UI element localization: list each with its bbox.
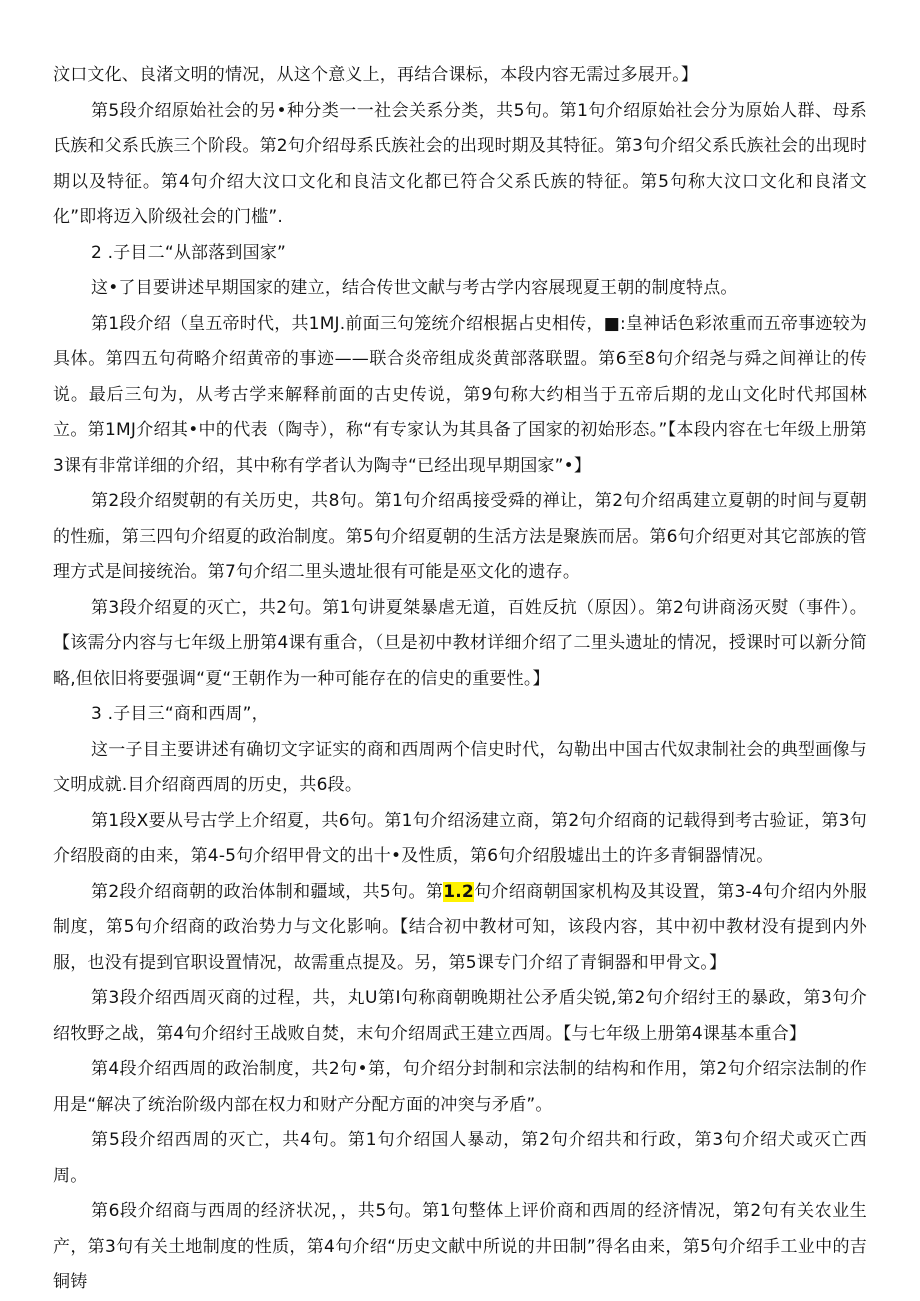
paragraph-economy: 第6段介绍商与西周的经济状况，，共5句。第1句整体上评价商和西周的经济情况，第2句有关农业生产，第3句有关土地制度的性质，第4句介绍“历史文献中所说的井田制”得名由来，第5句介绍手工业中的吉铜铸 — [53, 1201, 867, 1292]
paragraph-intro-3: 这一子目主要讲述有确切文字证实的商和西周两个信史时代，勾勒出中国古代奴隶制社会的典型画像与文明成就.目介绍商西周的历史，共6段。 — [53, 739, 867, 795]
paragraph-continuation: 汶口文化、良渚文明的情况，从这个意义上，再结合课标，本段内容无需过多展开。】 — [53, 65, 699, 85]
paragraph-zhou-politics: 第4段介绍西周的政治制度，共2句•第，句介绍分封制和宗法制的结构和作用，第2句介绍宗法制的作用是“解决了统治阶级内部在权力和财产分配方面的冲突与矛盾”。 — [53, 1059, 867, 1115]
paragraph-shang-archaeology: 第1段X要从号古学上介绍夏，共6句。第1句介绍汤建立商，第2句介绍商的记载得到考古验证，第3句介绍股商的由来，第4-5句介绍甲骨文的出十•及性质，第6句介绍殷墟出土的许多青铜器情况。 — [53, 810, 867, 866]
paragraph-xia-fall: 第3段介绍夏的灭亡，共2句。第1句讲夏桀暴虐无道，百姓反抗（原因）。第2句讲商汤灭熨（事件）。【该需分内容与七年级上册第4课有重合，（旦是初中教材详细介绍了二里头遗址的情况，授课时可以新分简略,但依旧将要强调“夏“王朝作为一种可能存在的信史的重要性。】 — [53, 597, 867, 689]
paragraph-intro-2: 这•了目要讲述早期国家的建立，结合传世文献与考古学内容展现夏王朝的制度特点。 — [91, 278, 738, 298]
paragraph-zhou-conquest: 第3段介绍西周灭商的过程，共，丸U第I句称商朝晚期社公矛盾尖锐,第2句介绍纣王的暴政，第3句介绍牧野之战，第4句介绍纣王战败自焚，末句介绍周武王建立西周。【与七年级上册第4课基本重合】 — [53, 988, 867, 1044]
text-before-highlight: 第2段介绍商朝的政治体制和疆域，共5句。第 — [91, 881, 444, 902]
subsection-heading-3: 3 .子目三“商和西周”， — [91, 704, 269, 724]
paragraph-zhou-fall: 第5段介绍西周的灭亡，共4句。第1句介绍国人暴动，第2句介绍共和行政，第3句介绍犬或灭亡西周。 — [53, 1130, 867, 1186]
text-after-highlight: 句介绍商朝国家机构及其设置，第3-4句介绍内外服制度，第5句介绍商的政治势力与文化影响。【结合初中教材可知，该段内容，其中初中教材没有提到内外服，也没有提到官职设置情况，故需重点提及。另，第5课专门介绍了青铜器和甲骨文。】 — [53, 881, 867, 973]
highlighted-text: 1.2 — [443, 881, 474, 902]
paragraph-xia-history: 第2段介绍熨朝的有关历史，共8句。第1句介绍禹接受舜的禅让，第2句介绍禹建立夏朝的时间与夏朝的性痂，第三四句介绍夏的政治制度。第5句介绍夏朝的生活方法是聚族而居。第6句介绍更对其它部族的管理方式是间接统治。第7句介绍二里头遗址很有可能是巫文化的遗存。 — [53, 491, 867, 582]
paragraph-shang-politics — [53, 875, 867, 982]
subsection-heading-2: 2 .子目二“从部落到国家” — [91, 242, 287, 263]
paragraph-primitive-society: 第5段介绍原始社会的另•种分类一一社会关系分类，共5句。第1句介绍原始社会分为原始人群、母系氏族和父系氏族三个阶段。第2句介绍母系氏族社会的出现时期及其特征。第3句介绍父系氏族社会的出现时期以及特征。第4句介绍大汶口文化和良洁文化都已符合父系氏族的特征。第5句称大汶口文化和良渚文化”即将迈入阶级社会的门槛”. — [53, 100, 867, 227]
paragraph-five-emperors: 第1段介绍（皇五帝时代，共1MJ.前面三句笼统介绍根据占史相传，■:皇神话色彩浓重而五帝事迹较为具体。第四五句荷略介绍黄帝的事迹——联合炎帝组成炎黄部落联盟。第6至8句介绍尧与舜之间禅让的传说。最后三句为，从考古学来解释前面的古史传说，第9句称大约相当于五帝后期的龙山文化时代邦国林立。第1MJ介绍其•中的代表（陶寺），称“有专家认为其具备了国家的初始形态。”【本段内容在七年级上册第3课有非常详细的介绍，其中称有学者认为陶寺“已经出现早期国家”•】 — [53, 313, 867, 476]
